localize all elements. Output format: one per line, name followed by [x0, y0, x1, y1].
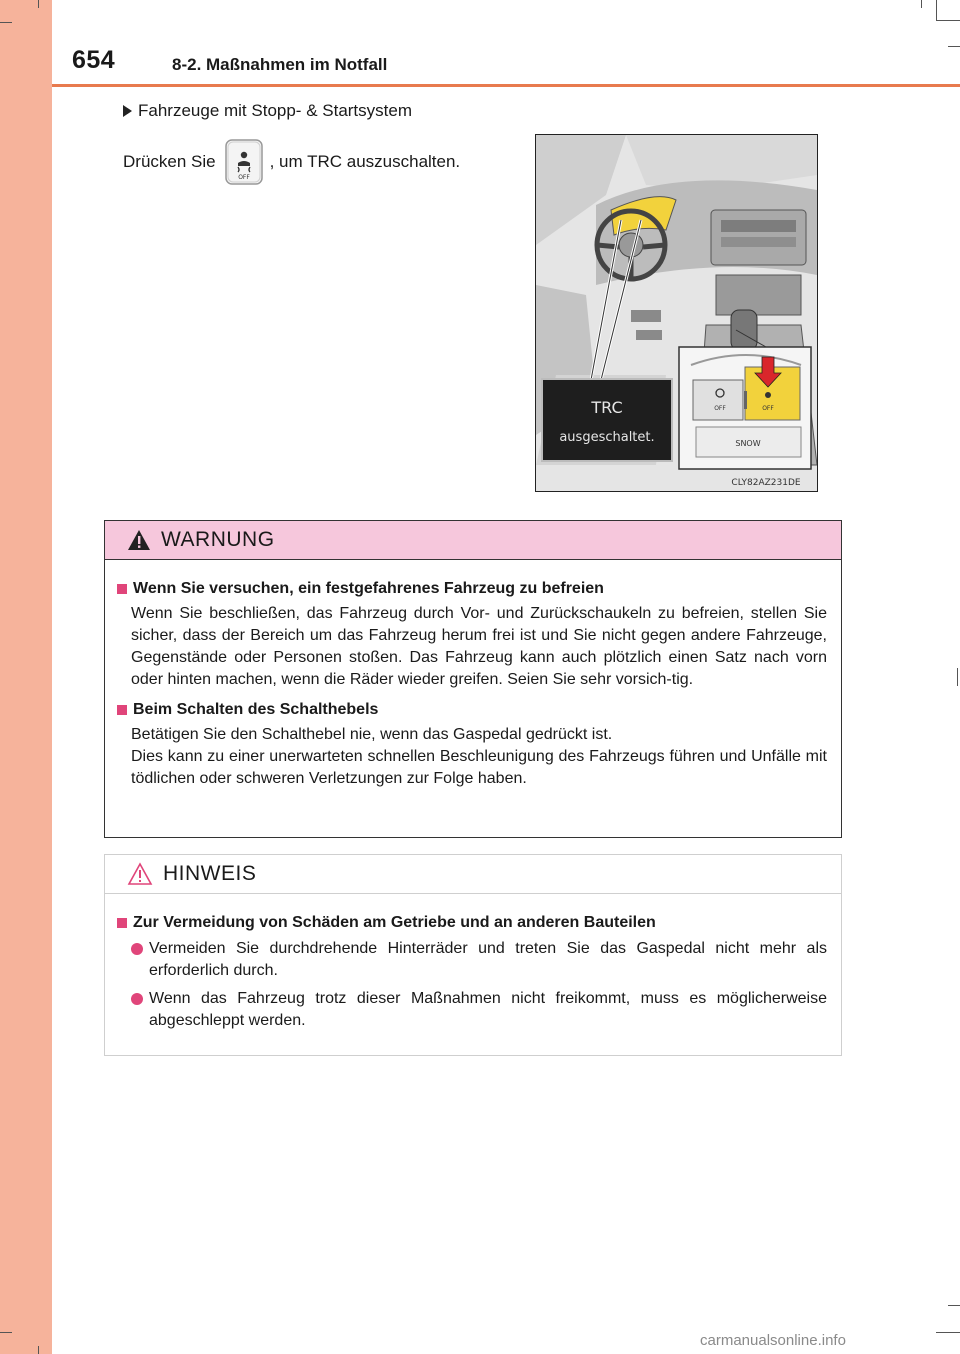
button-right-label: OFF	[762, 405, 774, 412]
crop-mark	[936, 0, 937, 20]
snow-label: SNOW	[735, 439, 761, 448]
crop-mark	[0, 22, 12, 23]
chapter-sidebar	[0, 0, 52, 1354]
crop-mark	[948, 1305, 960, 1306]
crop-mark	[948, 46, 960, 47]
notice-header	[105, 855, 841, 894]
watermark: carmanualsonline.info	[700, 1332, 846, 1349]
dashboard-illustration	[535, 134, 818, 492]
sub-heading	[123, 101, 412, 121]
crop-mark	[936, 1332, 960, 1333]
display-line-1: TRC	[591, 398, 623, 417]
notice-bullet: Wenn das Fahrzeug trotz dieser Maßnahmen nicht freikommt, muss es möglicherweise abgeschleppt werden.	[131, 988, 827, 1032]
square-bullet-icon	[117, 918, 127, 928]
trc-off-button-icon	[224, 138, 264, 186]
figure-code: CLY82AZ231DE	[731, 478, 801, 488]
warning-box	[104, 520, 842, 838]
crop-mark	[936, 20, 960, 21]
crop-mark	[957, 668, 958, 686]
warning-item-text: Betätigen Sie den Schalthebel nie, wenn das Gaspedal gedrückt ist. Dies kann zu einer unerwarteten schnellen Beschleunigung des Fahrzeugs führen und Unfälle mit tödlichen oder schweren Verletzungen zur Folge haben.	[131, 726, 827, 787]
instruction-after: , um TRC auszuschalten.	[269, 152, 461, 171]
display-line-2: ausgeschaltet.	[559, 430, 655, 445]
button-left-label: OFF	[714, 405, 726, 412]
page-number: 654	[72, 46, 116, 74]
sub-heading-text: Fahrzeuge mit Stopp- & Startsystem	[138, 101, 412, 120]
warning-item-heading: Wenn Sie versuchen, ein festgefahrenes Fahrzeug zu befreien	[117, 580, 827, 598]
square-bullet-icon	[117, 705, 127, 715]
crop-mark	[38, 0, 39, 8]
caution-triangle-icon	[127, 862, 153, 886]
instruction-before: Drücken Sie	[123, 152, 216, 171]
warning-item-heading: Beim Schalten des Schalthebels	[117, 701, 827, 719]
warning-title: WARNUNG	[161, 528, 275, 551]
header-divider	[52, 84, 960, 87]
notice-heading: Zur Vermeidung von Schäden am Getriebe und an anderen Bauteilen	[117, 914, 827, 932]
warning-header	[105, 521, 841, 560]
notice-box	[104, 854, 842, 1056]
crop-mark	[0, 1332, 12, 1333]
notice-bullet: Vermeiden Sie durchdrehende Hinterräder und treten Sie das Gaspedal nicht mehr als erforderlich durch.	[131, 938, 827, 982]
warning-triangle-icon	[127, 529, 151, 551]
round-bullet-icon	[131, 993, 143, 1005]
triangle-bullet-icon	[123, 105, 132, 117]
instruction	[123, 138, 460, 186]
crop-mark	[921, 0, 922, 8]
svg-text:OFF: OFF	[237, 174, 250, 181]
section-title: 8-2. Maßnahmen im Notfall	[172, 55, 388, 74]
round-bullet-icon	[131, 943, 143, 955]
crop-mark	[38, 1346, 39, 1354]
notice-title: HINWEIS	[163, 862, 257, 885]
square-bullet-icon	[117, 584, 127, 594]
warning-item-text: Wenn Sie beschließen, das Fahrzeug durch Vor- und Zurückschaukeln zu befreien, stellen Sie sicher, dass der Bereich um das Fahrzeug herum frei ist und Sie nicht gegen andere Fahrzeuge, Gegenstände oder Personen stoßen. Das Fahrzeug kann auch plötzlich einen Satz nach vorn oder hinten machen, wenn die Räder wieder greifen. Seien Sie sehr vorsich-tig.	[131, 605, 827, 688]
